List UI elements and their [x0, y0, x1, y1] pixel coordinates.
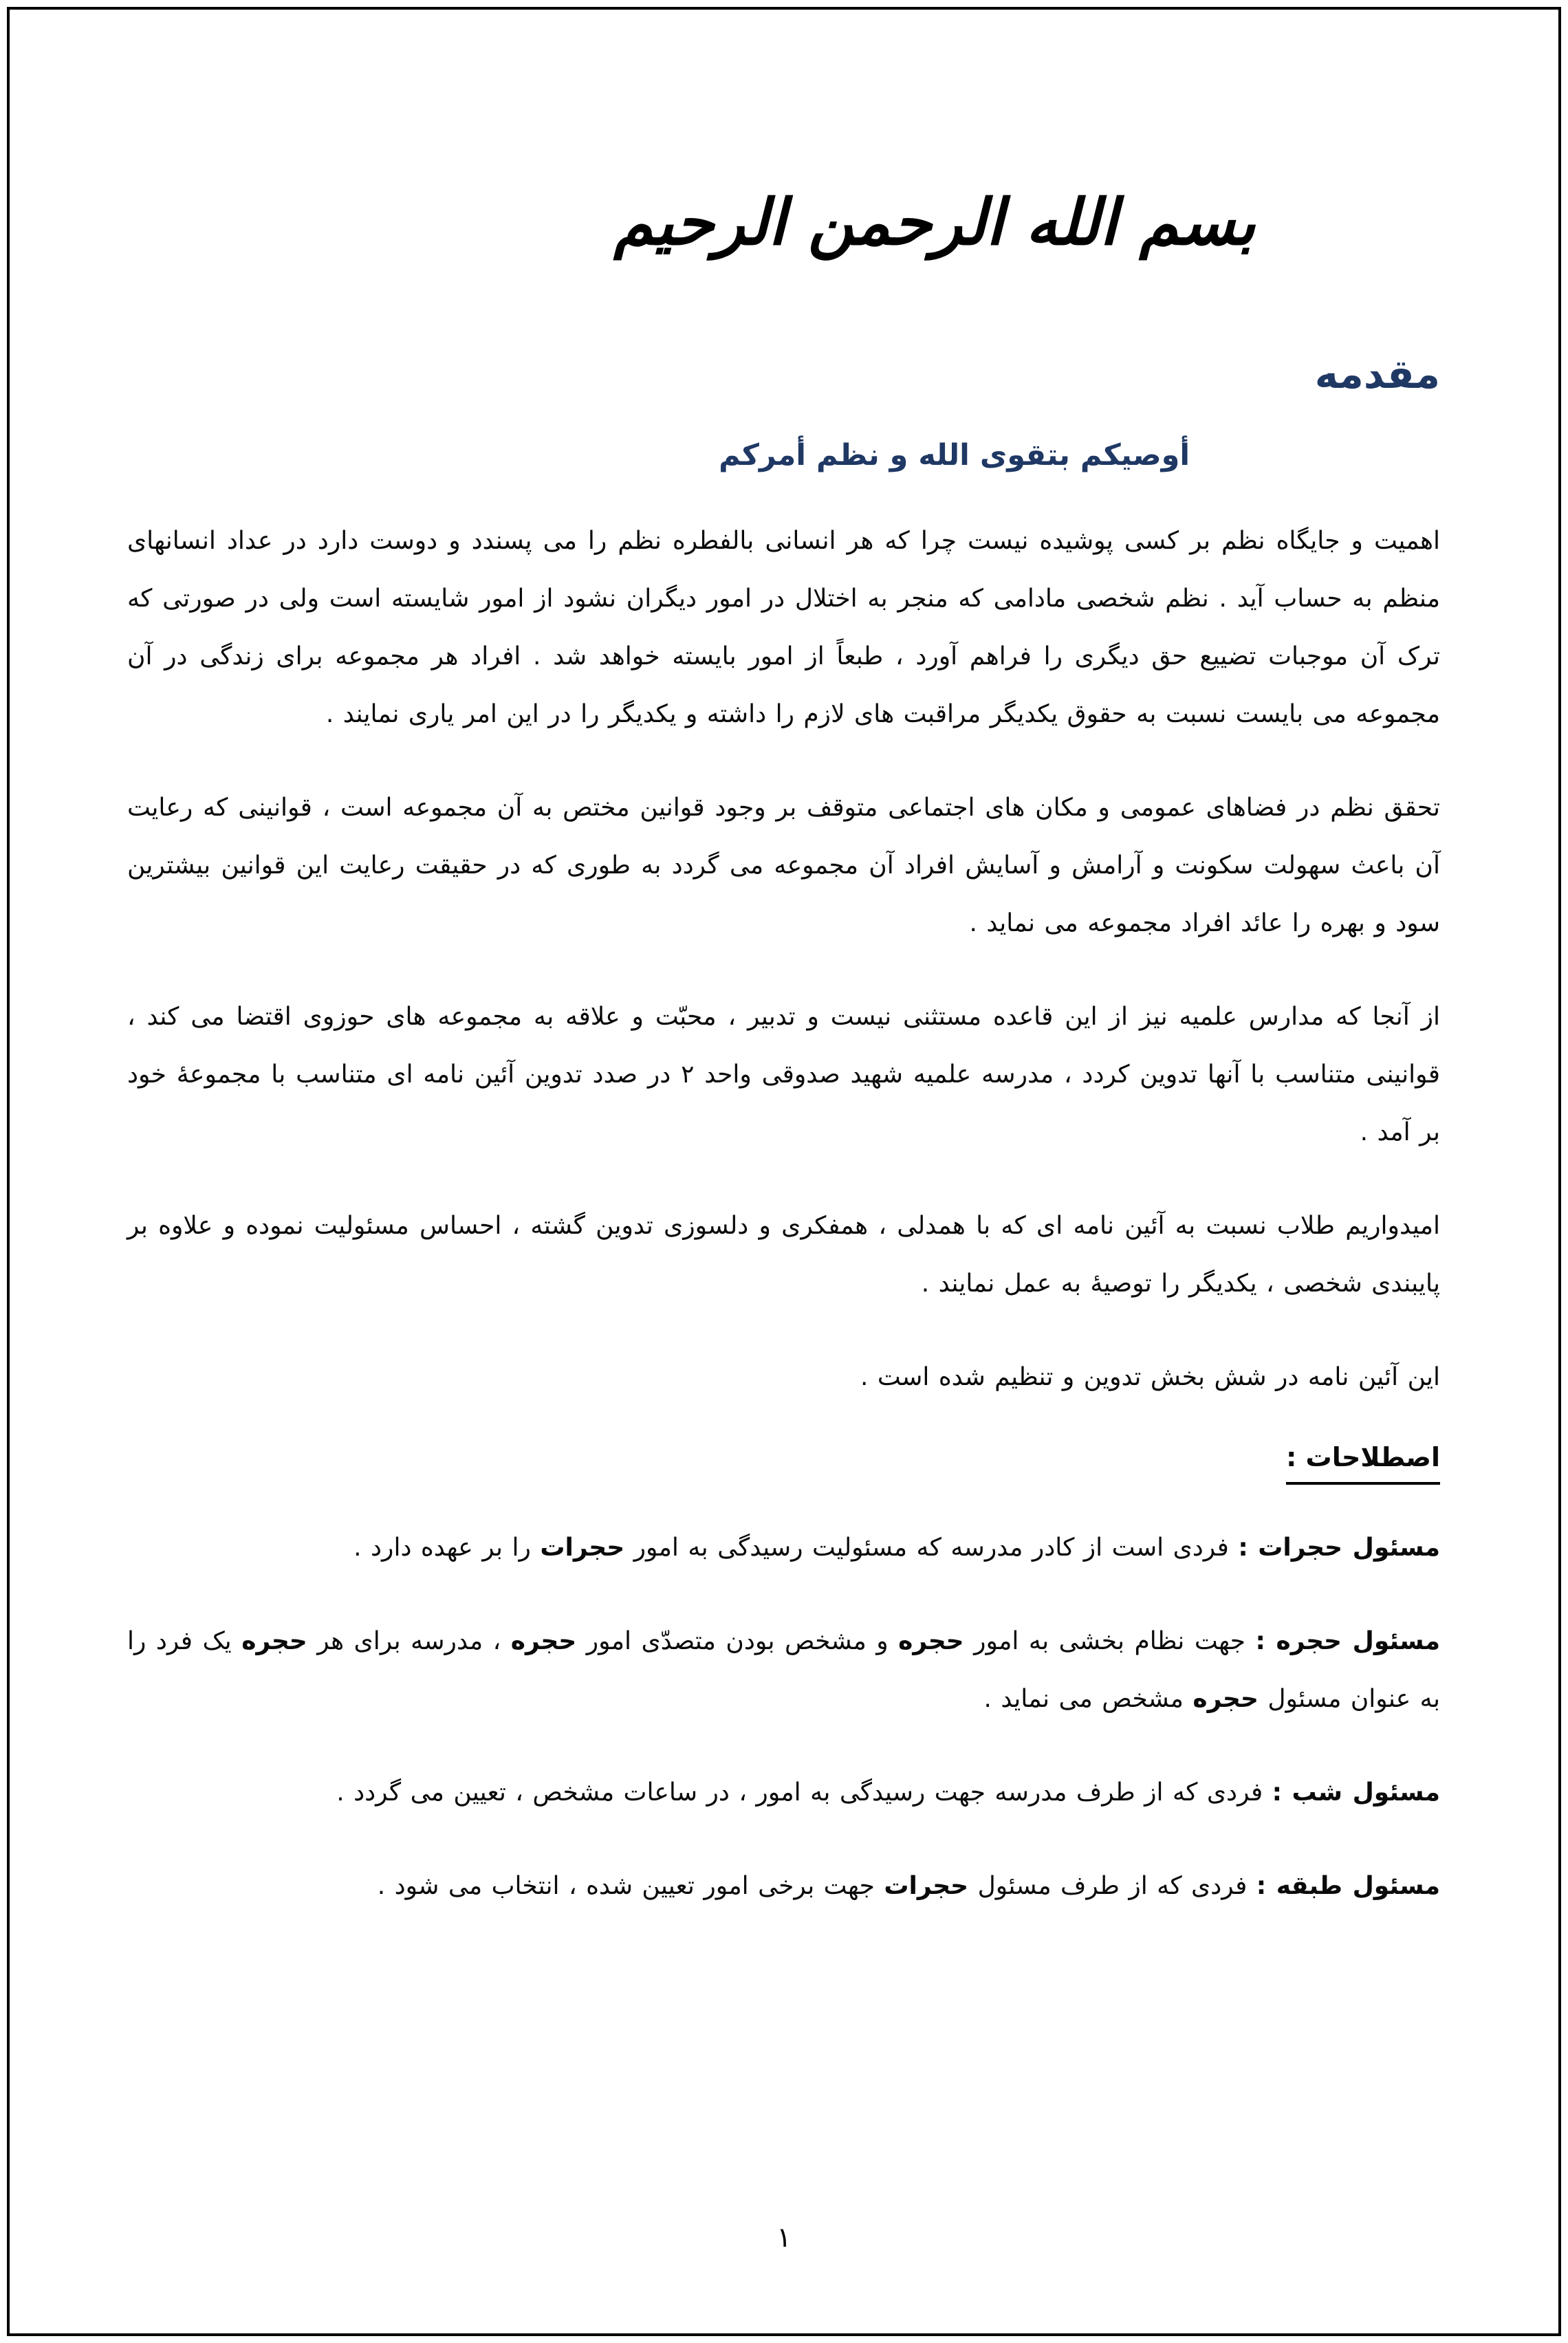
- intro-paragraph: اهمیت و جایگاه نظم بر کسی پوشیده نیست چرا که هر انسانی بالفطره نظم را می پسندد و دوست دارد در عداد انسانهای منظم به حساب آید . نظم شخصی مادامی که منجر به اختلال در امور دیگران نشود از امور شایسته است ولی در صورتی که ترک آن موجبات تضییع حق دیگری را فراهم آورد ، طبعاً از امور بایسته خواهد شد . افراد هر مجموعه برای زندگی در آن مجموعه می بایست نسبت به حقوق یکدیگر مراقبت های لازم را داشته و یکدیگر را در این امر یاری نمایند .: [127, 527, 1440, 729]
- terms-heading-label: اصطلاحات :: [1286, 1442, 1440, 1485]
- term-item-hojreh-supervisor: مسئول حجره : جهت نظام بخشی به امور حجره و مشخص بودن متصدّی امور حجره ، مدرسه برای هر حجره یک فرد را به عنوان مسئول حجره مشخص می نماید .: [127, 1627, 1441, 1714]
- term-item-floor-supervisor: مسئول طبقه : فردی که از طرف مسئول حجرات جهت برخی امور تعیین شده ، انتخاب می شود .: [377, 1872, 1440, 1901]
- terms-section: [127, 1519, 1440, 1915]
- intro-paragraph: امیدواریم طلاب نسبت به آئین نامه ای که با همدلی ، همفکری و دلسوزی تدوین گشته ، احساس مسئولیت نموده و علاوه بر پایبندی شخصی ، یکدیگر را توصیهٔ به عمل نمایند .: [127, 1212, 1440, 1298]
- terms-section-heading: [127, 1442, 1440, 1474]
- term-item-hojarat-supervisor: مسئول حجرات : فردی است از کادر مدرسه که مسئولیت رسیدگی به امور حجرات را بر عهده دارد .: [353, 1534, 1440, 1562]
- quote-subtitle: أوصیکم بتقوی الله و نظم أمرکم: [719, 437, 1190, 472]
- bismillah-calligraphy: بسم الله الرحمن الرحیم: [613, 185, 1256, 259]
- page-title: مقدمه: [1314, 351, 1440, 397]
- term-item-night-supervisor: مسئول شب : فردی که از طرف مدرسه جهت رسیدگی به امور ، در ساعات مشخص ، تعیین می گردد .: [336, 1778, 1440, 1807]
- intro-section: [127, 512, 1440, 1406]
- intro-paragraph: از آنجا که مدارس علمیه نیز از این قاعده مستثنی نیست و تدبیر ، محبّت و علاقه به مجموعه های حوزوی اقتضا می کند ، قوانینی متناسب با آنها تدوین کردد ، مدرسه علمیه شهید صدوقی واحد ۲ در صدد تدوین آئین نامه ای متناسب با مجموعهٔ خود بر آمد .: [127, 1003, 1440, 1147]
- page-number: ۱: [776, 2222, 792, 2254]
- intro-paragraph: تحقق نظم در فضاهای عمومی و مکان های اجتماعی متوقف بر وجود قوانین مختص به آن مجموعه است ، قوانینی که رعایت آن باعث سهولت سکونت و آرامش و آسایش افراد آن مجموعه می گردد به طوری که در حقیقت رعایت این قوانین بیشترین سود و بهره را عائد افراد مجموعه می نماید .: [127, 794, 1440, 938]
- intro-paragraph: این آئین نامه در شش بخش تدوین و تنظیم شده است .: [860, 1363, 1440, 1392]
